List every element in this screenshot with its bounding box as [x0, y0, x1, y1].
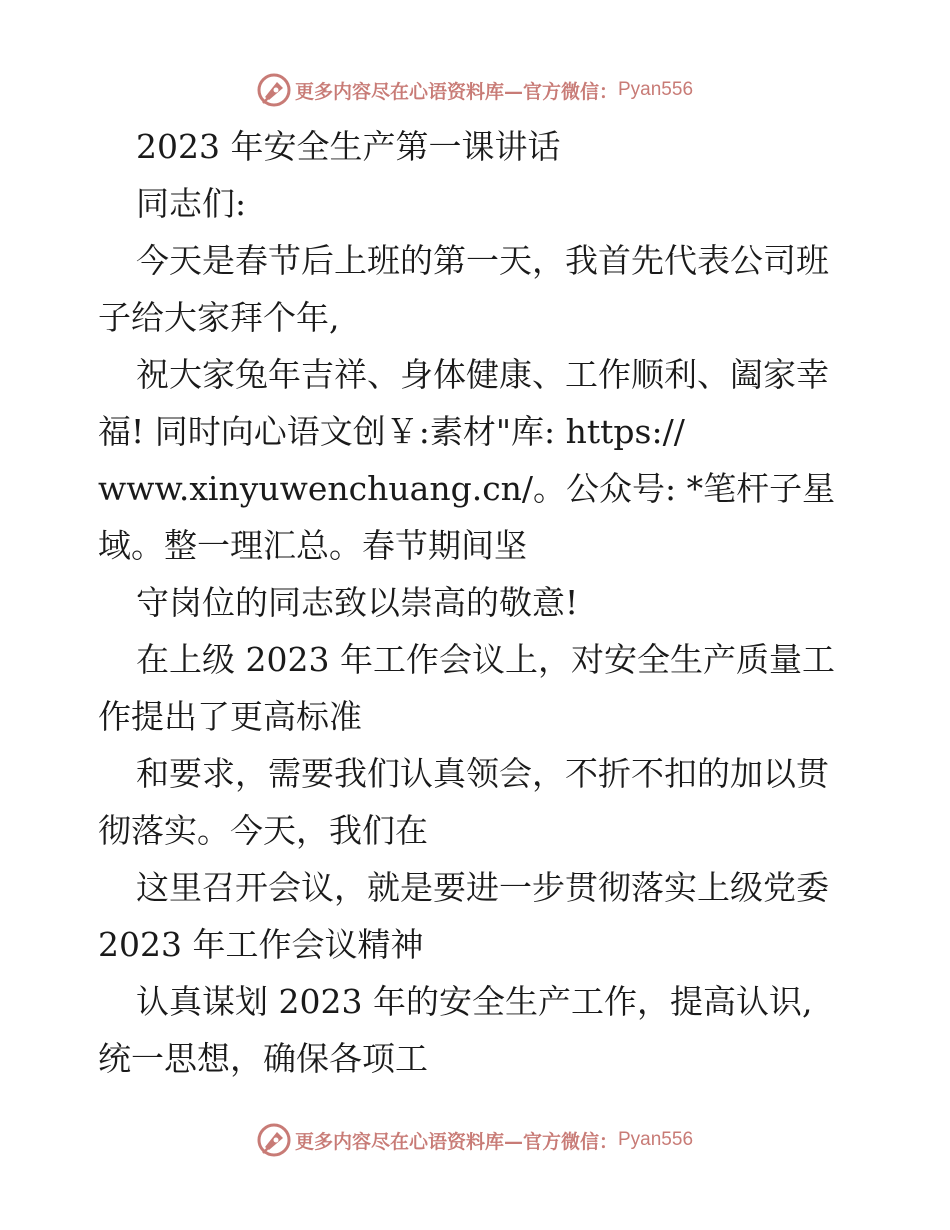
header-banner — [0, 70, 950, 110]
paragraph-line: 在上级 2023 年工作会议上，对安全生产质量工 — [136, 640, 835, 679]
paragraph-line: 这里召开会议，就是要进一步贯彻落实上级党委 — [136, 868, 829, 907]
footer-banner-content — [257, 1123, 693, 1157]
pen-nib-logo-icon — [257, 73, 291, 107]
paragraph-line: 子给大家拜个年, — [98, 298, 340, 337]
paragraph-line: 统一思想，确保各项工 — [98, 1039, 428, 1078]
paragraph-line: www.xinyuwenchuang.cn/。公众号: *笔杆子星 — [98, 469, 836, 508]
header-banner-content — [257, 73, 693, 107]
paragraph-line: 守岗位的同志致以崇高的敬意! — [136, 583, 579, 622]
paragraph-line: 今天是春节后上班的第一天，我首先代表公司班 — [136, 241, 829, 280]
paragraph-line: 福! 同时向心语文创￥:素材"库: https:// — [98, 412, 685, 451]
header-banner-text: 更多内容尽在心语资料库—官方微信： — [294, 80, 618, 103]
paragraph-line: 域。整一理汇总。春节期间坚 — [98, 526, 527, 565]
paragraph-line: 彻落实。今天，我们在 — [98, 811, 428, 850]
pen-nib-logo-icon — [257, 1123, 291, 1157]
document-title: 2023 年安全生产第一课讲话 — [136, 127, 561, 166]
paragraph-line: 和要求，需要我们认真领会，不折不扣的加以贯 — [136, 754, 829, 793]
document-body — [98, 118, 858, 1087]
paragraph-line: 认真谋划 2023 年的安全生产工作，提高认识, — [136, 982, 813, 1021]
salutation: 同志们: — [136, 184, 247, 223]
footer-banner — [0, 1120, 950, 1160]
footer-banner-text: 更多内容尽在心语资料库—官方微信： — [294, 1130, 618, 1153]
paragraph-line: 2023 年工作会议精神 — [98, 925, 424, 964]
footer-banner-wechat-id: Pyan556 — [618, 1129, 694, 1150]
paragraph-line: 作提出了更高标准 — [98, 697, 362, 736]
header-banner-wechat-id: Pyan556 — [618, 79, 694, 100]
paragraph-line: 祝大家兔年吉祥、身体健康、工作顺利、阖家幸 — [136, 355, 829, 394]
